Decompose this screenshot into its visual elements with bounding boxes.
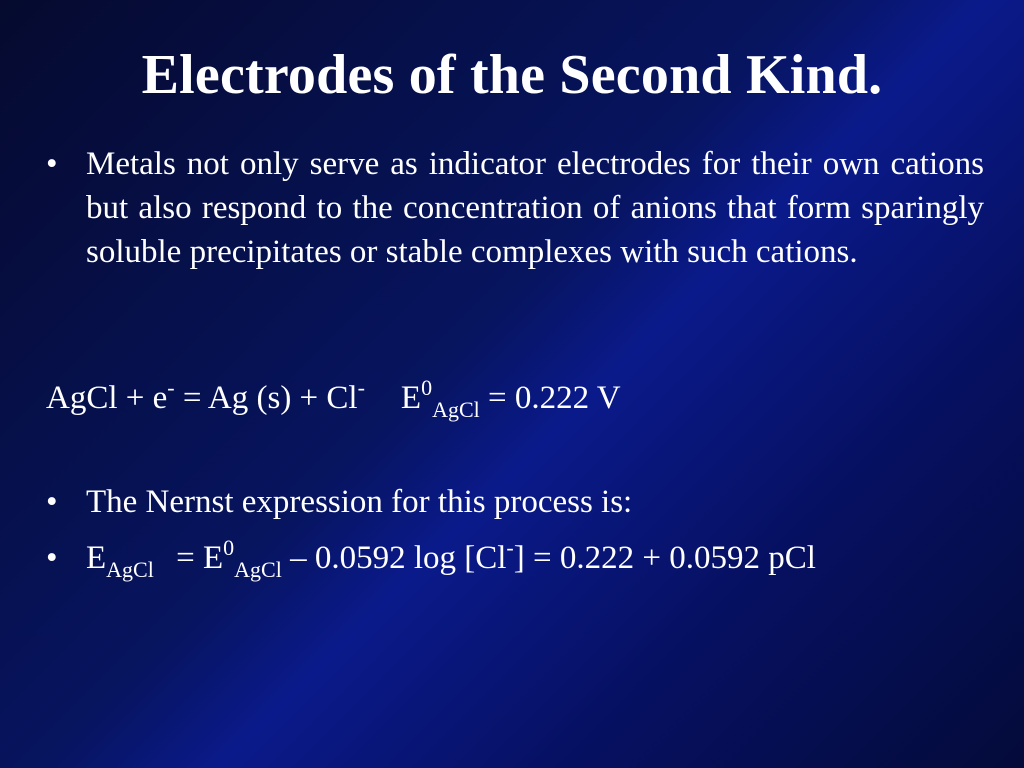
half-reaction-equation	[46, 376, 621, 420]
equals-e0: = E	[167, 540, 224, 576]
chloride-charge: -	[506, 535, 514, 560]
equation-result: ] = 0.222 + 0.0592 pCl	[513, 540, 816, 576]
bullet-dot-icon: •	[46, 146, 58, 182]
e0-superscript: 0	[223, 535, 235, 560]
bullet-dot-icon: •	[46, 540, 58, 576]
bullet-item-metals	[46, 142, 984, 274]
electron-charge: -	[167, 375, 175, 400]
reaction-products: = Ag (s) + Cl	[174, 380, 358, 416]
potential-value: = 0.222 V	[479, 380, 621, 416]
reaction-reactants: AgCl + e	[46, 380, 168, 416]
potential-symbol: E	[400, 380, 422, 416]
e-subscript: AgCl	[106, 557, 154, 582]
slide-title: Electrodes of the Second Kind.	[141, 44, 883, 106]
chloride-charge: -	[357, 375, 365, 400]
potential-subscript: AgCl	[432, 397, 480, 422]
nernst-equation	[86, 536, 816, 580]
bullet-text: Metals not only serve as indicator electrodes for their own cations but also respond to the concentration of anions that form sparingly soluble precipitates or stable complexes with such cations.	[86, 146, 984, 270]
e0-subscript: AgCl	[234, 557, 282, 582]
e-symbol: E	[86, 540, 107, 576]
log-term: – 0.0592 log [Cl	[281, 540, 507, 576]
bullet-text: The Nernst expression for this process is:	[86, 484, 633, 520]
bullet-item-nernst-equation	[46, 536, 816, 580]
bullet-dot-icon: •	[46, 484, 58, 520]
potential-superscript: 0	[421, 375, 433, 400]
bullet-item-nernst	[46, 480, 632, 524]
